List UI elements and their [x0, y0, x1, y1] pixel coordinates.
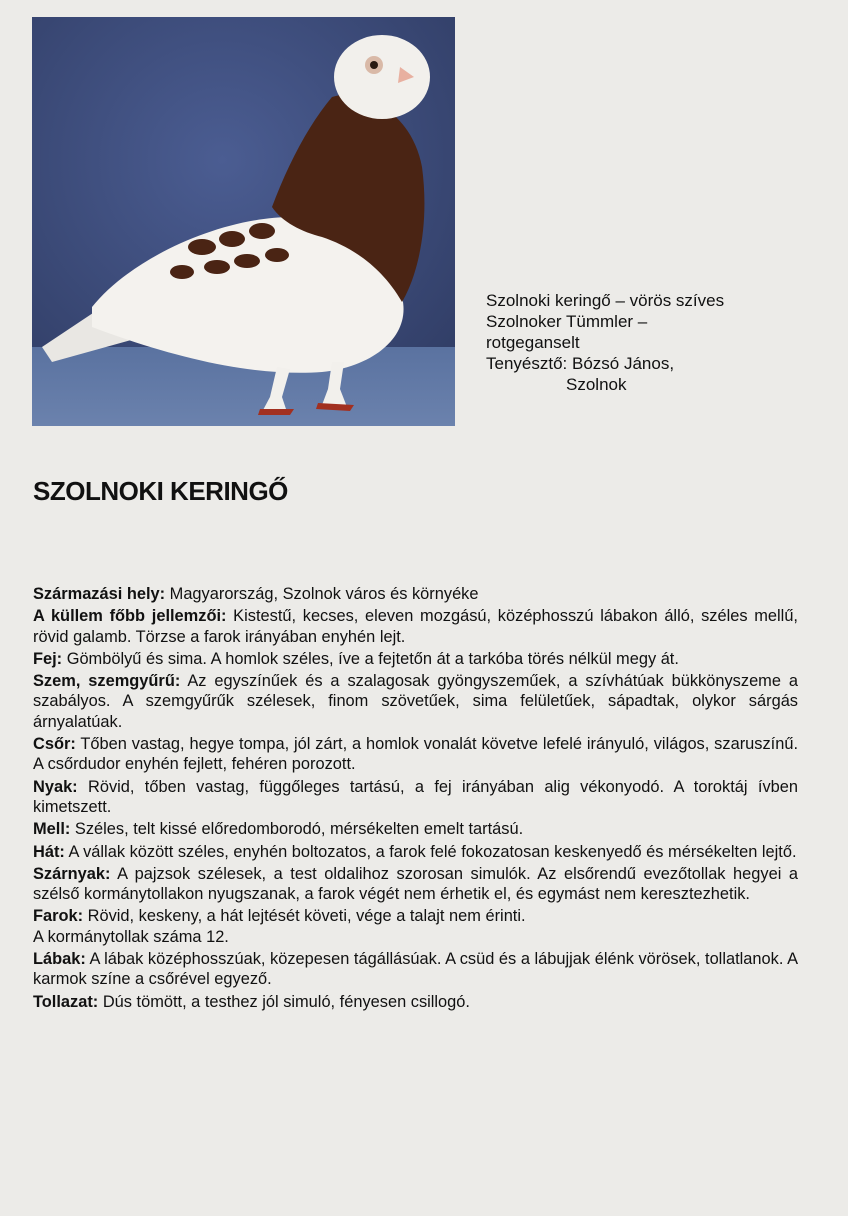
- section-legs: [33, 949, 798, 990]
- section-text: Széles, telt kissé előredomborodó, mérsékelten emelt tartású.: [70, 820, 524, 839]
- section-text: Tőben vastag, hegye tompa, jól zárt, a homlok vonalát követve lefelé irányuló, világos, szaruszínű. A csőrdudor enyhén fejlett, fehéren porozott.: [33, 735, 798, 774]
- section-label: Mell:: [33, 820, 71, 839]
- section-chest: [33, 819, 798, 839]
- section-head: [33, 649, 798, 669]
- section-label: Farok:: [33, 907, 84, 926]
- caption-line: rotgeganselt: [486, 333, 580, 352]
- breed-description: [33, 584, 798, 1014]
- section-text: Dús tömött, a testhez jól simuló, fényesen csillogó.: [98, 992, 470, 1011]
- pigeon-photo: [32, 17, 455, 426]
- section-text: Magyarország, Szolnok város és környéke: [165, 585, 479, 603]
- section-origin: [33, 584, 798, 604]
- caption-line: Szolnoki keringő – vörös szíves: [486, 291, 725, 310]
- section-back: [33, 842, 798, 862]
- section-label: Származási hely:: [33, 585, 166, 603]
- section-tail: [33, 906, 798, 947]
- pigeon-icon: [32, 17, 455, 426]
- section-text: Az egyszínűek és a szalagosak gyöngyszeműek, a szívhátúak bükkönyszeme a szabályos. A szemgyűrűk szélesek, finom szövetűek, sima felületűek, sápadtak, olykor sárgás árnyalatúak.: [33, 672, 798, 731]
- section-eye: [33, 671, 798, 732]
- section-label: Tollazat:: [33, 992, 99, 1011]
- section-text: A pajzsok szélesek, a test oldalihoz szorosan simulók. Az elsőrendű evezőtollak hegyei a szélső kormánytollakon nyugszanak, a farok végét nem érhetik el, és egymást nem keresztezhetik.: [33, 864, 798, 904]
- section-text: Gömbölyű és sima. A homlok széles, íve a fejtetőn át a tarkóba törés nélkül megy át.: [62, 649, 679, 668]
- section-text: Kistestű, kecses, eleven mozgású, középhosszú lábakon álló, széles mellű, rövid galamb. Törzse a farok irányában enyhén lejt.: [33, 607, 798, 646]
- caption-line: Szolnoker Tümmler –: [486, 312, 648, 331]
- section-appearance: [33, 606, 798, 647]
- section-text-extra: A kormánytollak száma 12.: [33, 927, 229, 946]
- photo-caption: [486, 290, 816, 395]
- caption-line: Szolnok: [566, 375, 627, 394]
- section-label: Hát:: [33, 842, 65, 861]
- page-title: SZOLNOKI KERINGŐ: [33, 476, 288, 506]
- caption-line: Tenyésztő: Bózsó János,: [486, 354, 675, 373]
- section-label: Lábak:: [33, 950, 86, 969]
- section-text: A vállak között széles, enyhén boltozatos, a farok felé fokozatosan keskenyedő és mérsékelten lejtő.: [64, 842, 797, 861]
- section-label: Nyak:: [33, 777, 78, 796]
- section-plumage: [33, 992, 798, 1012]
- section-label: Csőr:: [33, 735, 76, 754]
- section-label: A küllem főbb jellemzői:: [33, 607, 227, 626]
- section-label: Fej:: [33, 649, 63, 668]
- section-label: Szárnyak:: [33, 864, 111, 883]
- section-text: A lábak középhosszúak, közepesen tágállásúak. A csüd és a lábujjak élénk vörösek, tollatlanok. A karmok színe a csőrével egyező.: [33, 950, 798, 989]
- section-label: Szem, szemgyűrű:: [33, 672, 181, 691]
- section-wings: [33, 864, 798, 905]
- section-beak: [33, 734, 798, 775]
- section-text: Rövid, keskeny, a hát lejtését követi, vége a talajt nem érinti.: [83, 907, 526, 926]
- section-neck: [33, 777, 798, 818]
- section-text: Rövid, tőben vastag, függőleges tartású, a fej irányában alig vékonyodó. A toroktáj ívben kimetszett.: [33, 777, 798, 816]
